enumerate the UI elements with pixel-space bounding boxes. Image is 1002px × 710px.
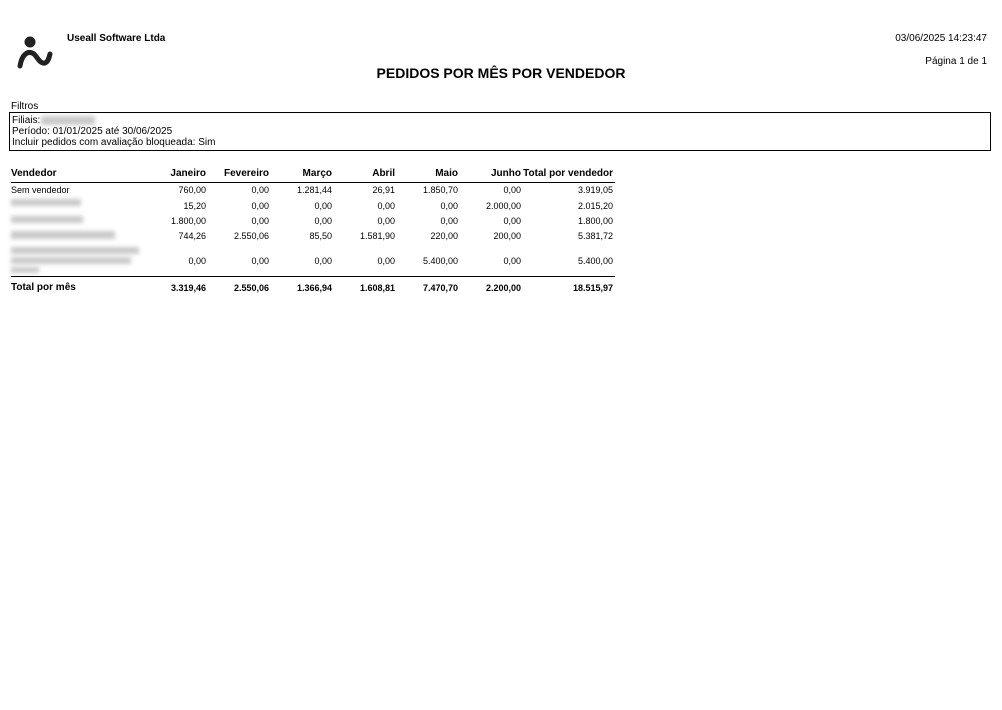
cell-vendedor: Sem vendedor xyxy=(11,185,70,195)
redacted-vendedor-line-3 xyxy=(11,267,39,273)
cell-junho: 2.000,00 xyxy=(485,201,521,211)
total-janeiro: 3.319,46 xyxy=(170,283,206,293)
total-label: Total por mês xyxy=(11,282,76,293)
cell-janeiro: 760,00 xyxy=(178,185,206,195)
cell-total: 3.919,05 xyxy=(577,185,613,195)
redacted-vendedor-line-2 xyxy=(11,257,131,264)
cell-janeiro: 1.800,00 xyxy=(170,216,206,226)
cell-vendedor-redacted xyxy=(11,231,115,239)
cell-total: 5.381,72 xyxy=(577,231,613,241)
cell-vendedor-redacted xyxy=(11,216,83,223)
cell-junho: 0,00 xyxy=(503,185,521,195)
cell-abril: 26,91 xyxy=(372,185,395,195)
cell-marco: 0,00 xyxy=(314,256,332,266)
cell-maio: 0,00 xyxy=(440,201,458,211)
col-janeiro: Janeiro xyxy=(170,168,206,179)
total-junho: 2.200,00 xyxy=(485,283,521,293)
total-abril: 1.608,81 xyxy=(359,283,395,293)
total-fevereiro: 2.550,06 xyxy=(233,283,269,293)
cell-abril: 1.581,90 xyxy=(359,231,395,241)
cell-fevereiro: 0,00 xyxy=(251,185,269,195)
col-vendedor: Vendedor xyxy=(11,168,57,179)
table-header xyxy=(11,168,615,183)
cell-janeiro: 15,20 xyxy=(183,201,206,211)
cell-fevereiro: 0,00 xyxy=(251,201,269,211)
cell-fevereiro: 2.550,06 xyxy=(233,231,269,241)
filter-periodo: Período: 01/01/2025 até 30/06/2025 xyxy=(12,126,173,137)
cell-maio: 220,00 xyxy=(430,231,458,241)
page-info: Página 1 de 1 xyxy=(925,56,987,67)
col-total-vendedor: Total por vendedor xyxy=(523,168,613,179)
report-title: PEDIDOS POR MÊS POR VENDEDOR xyxy=(376,65,626,81)
total-marco: 1.366,94 xyxy=(296,283,332,293)
redacted-vendedor xyxy=(11,216,83,223)
col-marco: Março xyxy=(302,168,332,179)
cell-marco: 85,50 xyxy=(309,231,332,241)
cell-total: 1.800,00 xyxy=(577,216,613,226)
col-fevereiro: Fevereiro xyxy=(223,168,269,179)
cell-fevereiro: 0,00 xyxy=(251,256,269,266)
cell-janeiro: 744,26 xyxy=(178,231,206,241)
total-divider xyxy=(11,276,615,277)
redacted-vendedor xyxy=(11,199,81,206)
filter-filiais xyxy=(12,115,990,126)
cell-total: 2.015,20 xyxy=(577,201,613,211)
cell-abril: 0,00 xyxy=(377,201,395,211)
cell-fevereiro: 0,00 xyxy=(251,216,269,226)
cell-janeiro: 0,00 xyxy=(188,256,206,266)
report-datetime: 03/06/2025 14:23:47 xyxy=(895,33,987,44)
filter-filiais-label: Filiais: xyxy=(12,115,41,126)
cell-marco: 1.281,44 xyxy=(296,185,332,195)
filters-box xyxy=(9,112,991,151)
cell-maio: 1.850,70 xyxy=(422,185,458,195)
orders-table xyxy=(11,168,615,293)
cell-abril: 0,00 xyxy=(377,216,395,226)
redacted-vendedor-line-1 xyxy=(11,247,139,254)
total-maio: 7.470,70 xyxy=(422,283,458,293)
cell-maio: 0,00 xyxy=(440,216,458,226)
col-maio: Maio xyxy=(435,168,458,179)
cell-total: 5.400,00 xyxy=(577,256,613,266)
cell-abril: 0,00 xyxy=(377,256,395,266)
redacted-filiais xyxy=(41,116,95,125)
redacted-vendedor xyxy=(11,231,115,239)
total-geral: 18.515,97 xyxy=(572,283,613,293)
cell-marco: 0,00 xyxy=(314,216,332,226)
col-abril: Abril xyxy=(372,168,395,179)
filter-bloqueada: Incluir pedidos com avaliação bloqueada: Sim xyxy=(12,137,216,148)
cell-junho: 0,00 xyxy=(503,216,521,226)
cell-vendedor-redacted xyxy=(11,247,139,273)
cell-marco: 0,00 xyxy=(314,201,332,211)
cell-vendedor-redacted xyxy=(11,199,81,206)
cell-junho: 0,00 xyxy=(503,256,521,266)
table-row xyxy=(11,247,615,273)
cell-maio: 5.400,00 xyxy=(422,256,458,266)
cell-junho: 200,00 xyxy=(493,231,521,241)
company-name: Useall Software Ltda xyxy=(67,33,166,44)
col-junho: Junho xyxy=(491,168,521,179)
filters-label: Filtros xyxy=(11,101,39,112)
